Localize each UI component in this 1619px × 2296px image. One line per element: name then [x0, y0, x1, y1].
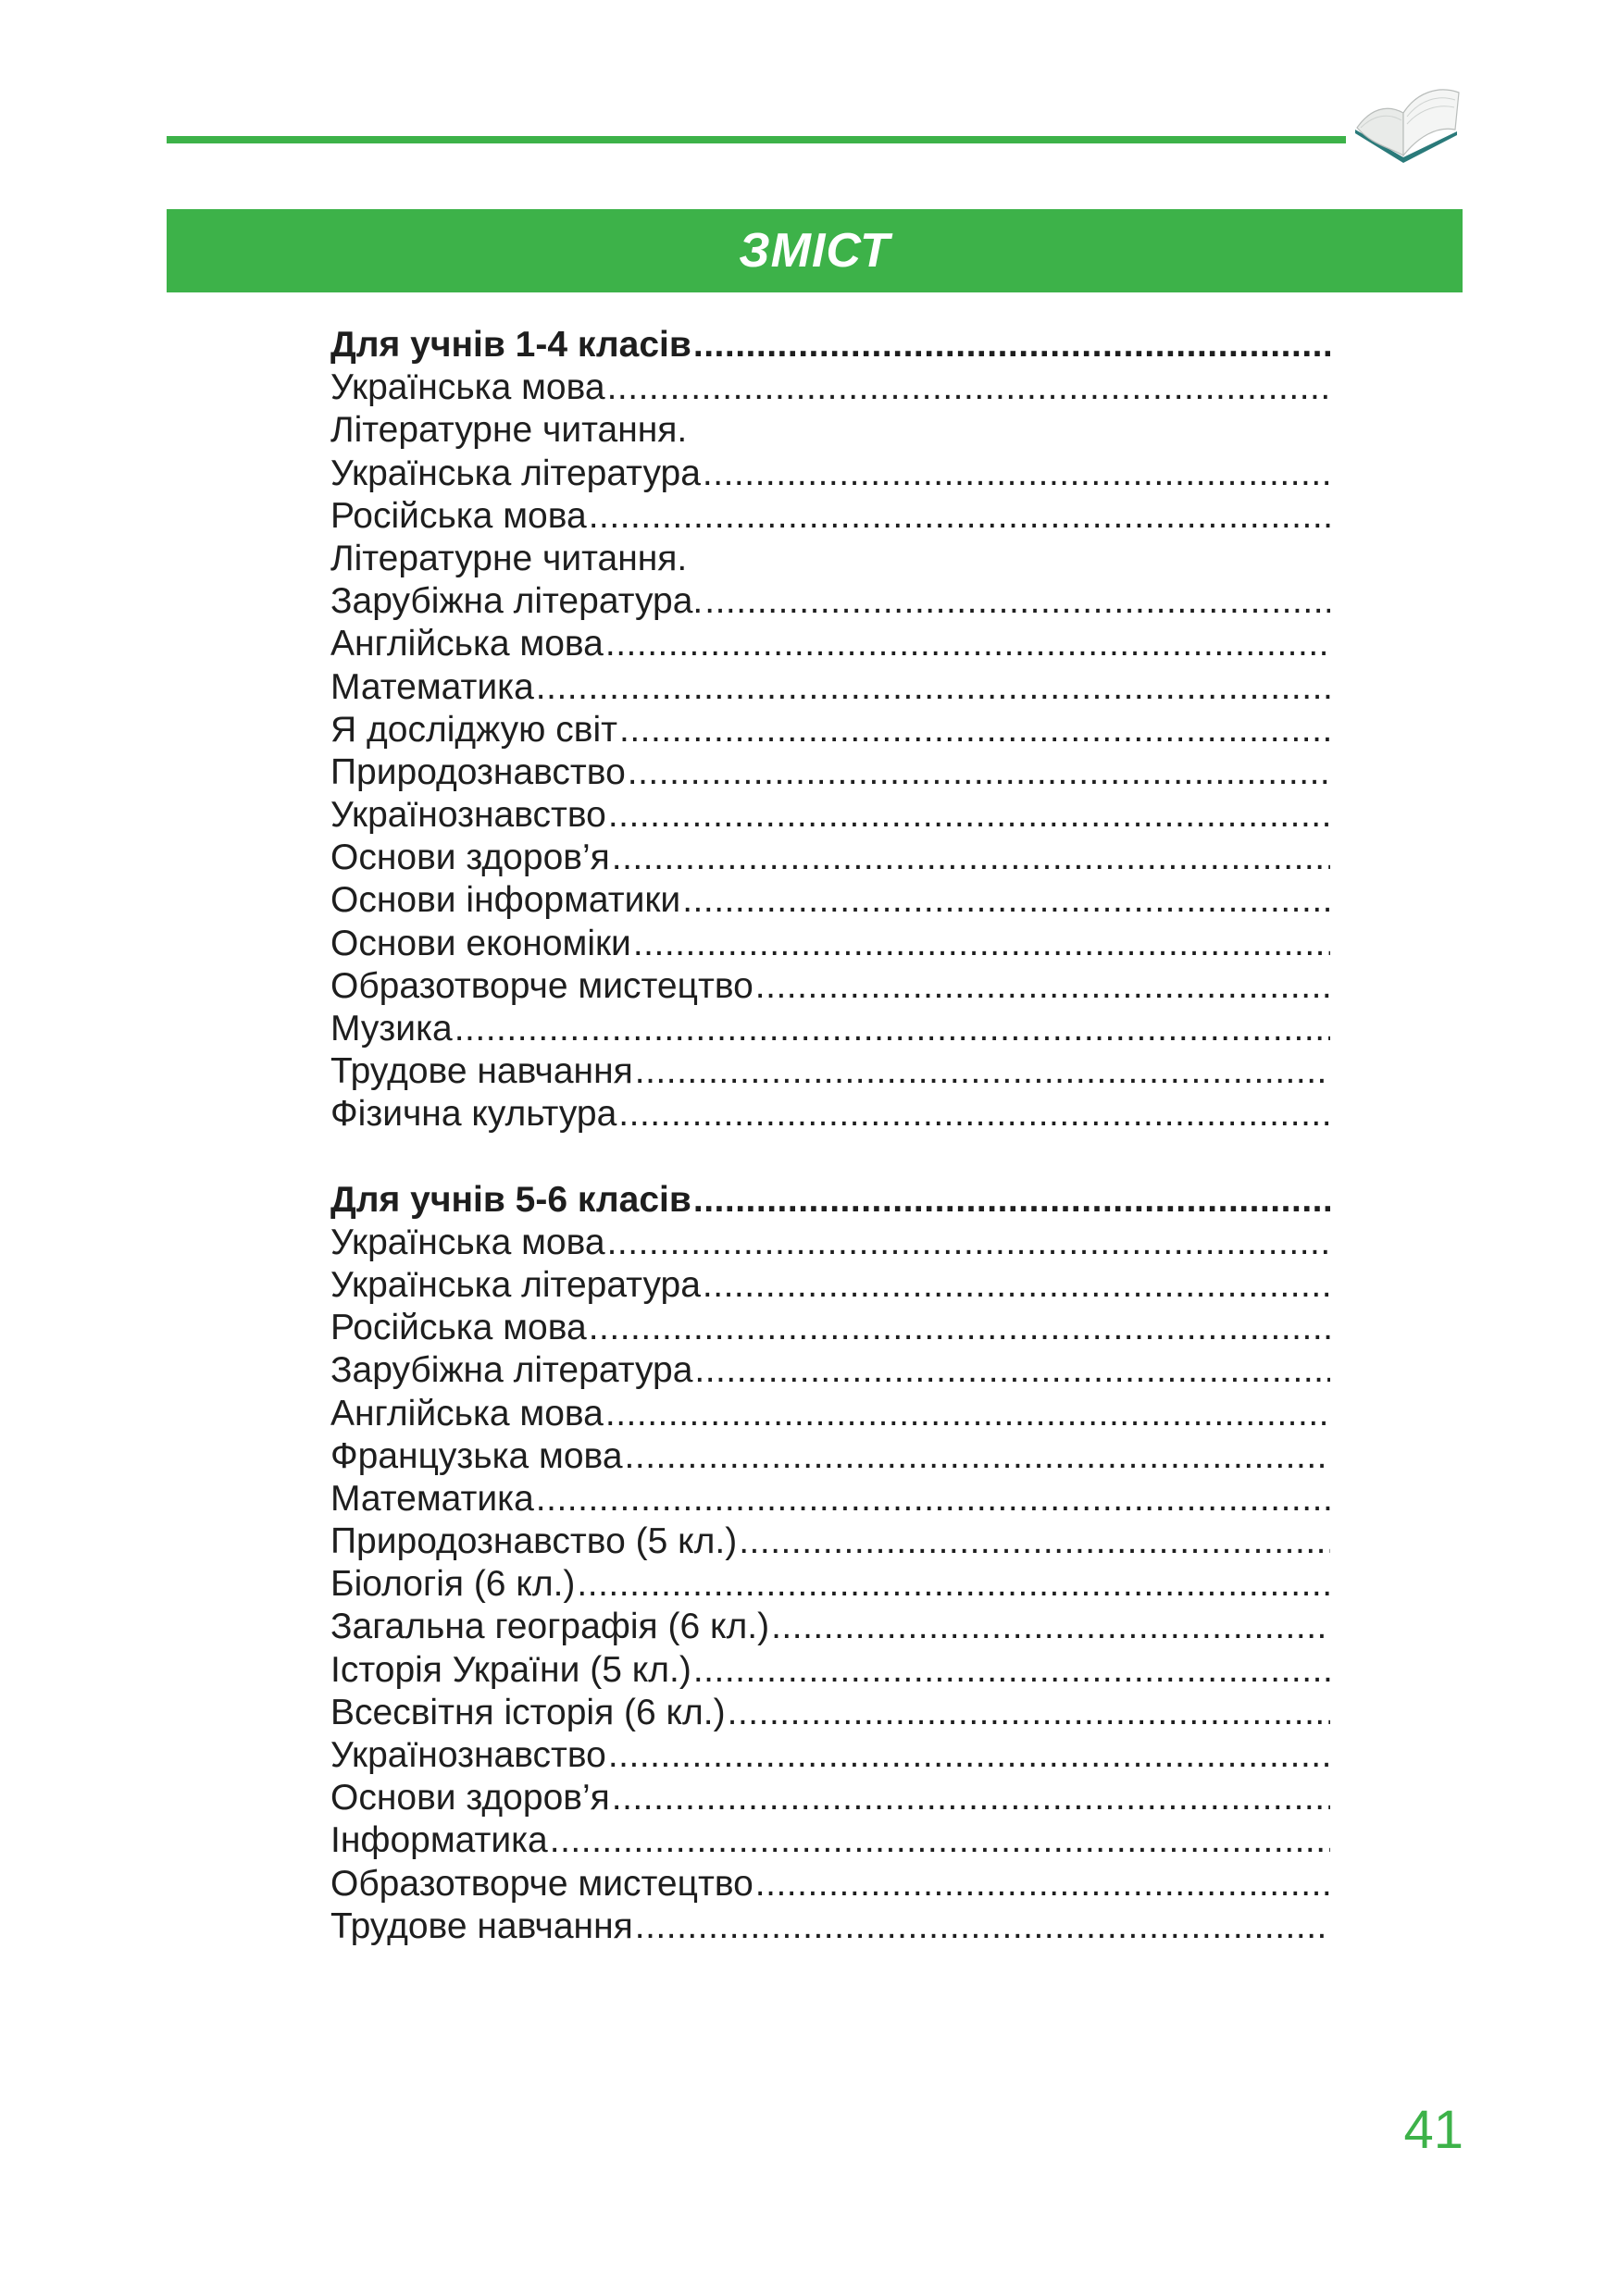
toc-entry[interactable] [330, 879, 1330, 922]
toc-entry-label: Англійська мова [330, 624, 604, 664]
toc-entry-label: Математика [330, 666, 534, 707]
toc-entry[interactable] [330, 794, 1330, 837]
dot-leader [635, 1050, 1330, 1093]
dot-leader [703, 453, 1330, 495]
toc-entry[interactable] [330, 409, 1330, 452]
dot-leader [694, 1349, 1330, 1392]
toc-entry[interactable] [330, 1649, 1330, 1692]
toc-entry-label: Трудове навчання [330, 1905, 633, 1946]
dot-leader [728, 1692, 1330, 1734]
toc-entry[interactable] [330, 1093, 1330, 1136]
toc-entry[interactable] [330, 1606, 1330, 1648]
dot-leader [618, 1093, 1330, 1136]
toc-entry[interactable] [330, 538, 1330, 580]
dot-leader [455, 1008, 1330, 1050]
dot-leader [536, 1478, 1330, 1520]
page-number: 41 [1403, 2100, 1463, 2160]
dot-leader [771, 1606, 1330, 1648]
dot-leader [577, 1563, 1330, 1606]
toc-section-heading[interactable] [330, 324, 1330, 366]
toc-entry[interactable] [330, 1819, 1330, 1862]
dot-leader [693, 1649, 1330, 1692]
toc-entry[interactable] [330, 1008, 1330, 1050]
toc-entry-label: Російська мова [330, 1308, 587, 1348]
dot-leader [693, 1179, 1330, 1222]
toc-entry-label: Українська мова [330, 1222, 605, 1262]
toc-entry-label: Французька мова [330, 1435, 623, 1476]
header-rule [167, 136, 1346, 143]
toc-entry-label: Інформатика [330, 1820, 548, 1861]
dot-leader [635, 1905, 1330, 1948]
dot-leader [755, 965, 1330, 1008]
toc-entry-label: Основи здоров’я [330, 1778, 610, 1818]
toc-entry[interactable] [330, 1863, 1330, 1905]
toc-entry-label: Природознавство (5 кл.) [330, 1521, 738, 1562]
toc-entry[interactable] [330, 965, 1330, 1008]
toc-entry[interactable] [330, 1222, 1330, 1264]
toc-entry-label: Літературне читання. [330, 410, 688, 451]
toc-heading-label: Для учнів 1-4 класів [330, 325, 691, 365]
toc-entry[interactable] [330, 1349, 1330, 1392]
toc-entry-label: Математика [330, 1478, 534, 1519]
toc-entry-label: Українська мова [330, 367, 605, 408]
dot-leader [589, 495, 1330, 538]
toc-entry[interactable] [330, 709, 1330, 751]
toc-entry-label: Природознавство [330, 751, 626, 792]
toc-section [330, 324, 1330, 1136]
open-book-icon [1350, 76, 1463, 168]
toc-entry-label: Історія України (5 кл.) [330, 1649, 691, 1690]
dot-leader [704, 580, 1330, 623]
dot-leader [633, 923, 1330, 965]
toc-entry[interactable] [330, 453, 1330, 495]
dot-leader [536, 666, 1330, 709]
toc-entry[interactable] [330, 1563, 1330, 1606]
page-title: ЗМІСТ [739, 224, 890, 278]
toc-entry-label: Літературне читання. [330, 538, 688, 578]
toc-entry[interactable] [330, 1307, 1330, 1349]
dot-leader [612, 1777, 1330, 1819]
dot-leader [755, 1863, 1330, 1905]
dot-leader [619, 709, 1330, 751]
dot-leader [605, 1393, 1330, 1435]
toc-entry-label: Музика [330, 1009, 453, 1049]
dot-leader [608, 794, 1330, 837]
toc-entry[interactable] [330, 1520, 1330, 1563]
toc-entry[interactable] [330, 1264, 1330, 1307]
dot-leader [682, 879, 1330, 922]
toc-entry-label: Українознавство [330, 795, 606, 836]
toc-entry-label: Образотворче мистецтво [330, 965, 753, 1006]
toc-entry[interactable] [330, 366, 1330, 409]
dot-leader [628, 751, 1330, 794]
title-banner [167, 209, 1463, 292]
dot-leader [612, 837, 1330, 879]
toc-entry-label: Українська література [330, 1264, 701, 1305]
toc-entry-label: Образотворче мистецтво [330, 1863, 753, 1904]
toc-section [330, 1179, 1330, 1948]
dot-leader [703, 1264, 1330, 1307]
toc-entry[interactable] [330, 751, 1330, 794]
toc-entry[interactable] [330, 666, 1330, 709]
toc-entry[interactable] [330, 1734, 1330, 1777]
toc-entry-label: Англійська мова [330, 1393, 604, 1433]
dot-leader [625, 1435, 1330, 1478]
toc-entry-label: Зарубіжна література [330, 1350, 693, 1391]
toc-entry[interactable] [330, 1692, 1330, 1734]
toc-entry[interactable] [330, 837, 1330, 879]
toc-entry[interactable] [330, 495, 1330, 538]
toc-entry-label: Трудове навчання [330, 1051, 633, 1092]
toc-entry[interactable] [330, 1393, 1330, 1435]
dot-leader [693, 324, 1330, 366]
toc-heading-label: Для учнів 5-6 класів [330, 1179, 691, 1220]
toc-entry-label: Фізична культура [330, 1094, 617, 1135]
toc-entry-label: Біологія (6 кл.) [330, 1564, 576, 1605]
toc-entry[interactable] [330, 1478, 1330, 1520]
toc-entry-label: Українська література [330, 453, 701, 493]
dot-leader [550, 1819, 1330, 1862]
toc-entry-label: Всесвітня історія (6 кл.) [330, 1692, 726, 1732]
dot-leader [605, 623, 1330, 665]
toc-entry[interactable] [330, 1777, 1330, 1819]
toc-entry[interactable] [330, 1050, 1330, 1093]
toc-entry[interactable] [330, 580, 1330, 623]
dot-leader [608, 1734, 1330, 1777]
toc-entry-label: Основи здоров’я [330, 838, 610, 878]
toc-entry-label: Я досліджую світ [330, 709, 617, 750]
toc-entry-label: Загальна географія (6 кл.) [330, 1607, 770, 1647]
toc-entry-label: Основи інформатики [330, 880, 681, 921]
toc-entry-label: Зарубіжна література. [330, 581, 704, 622]
toc-entry[interactable] [330, 623, 1330, 665]
dot-leader [607, 1222, 1330, 1264]
toc-entry-label: Українознавство [330, 1735, 606, 1775]
toc-entry-label: Основи економіки [330, 923, 631, 963]
toc-entry-label: Російська мова [330, 495, 587, 536]
toc-entry[interactable] [330, 923, 1330, 965]
toc-entry[interactable] [330, 1435, 1330, 1478]
dot-leader [589, 1307, 1330, 1349]
toc-entry[interactable] [330, 1905, 1330, 1948]
toc-section-heading[interactable] [330, 1179, 1330, 1222]
dot-leader [607, 366, 1330, 409]
table-of-contents [330, 324, 1330, 1948]
dot-leader [739, 1520, 1330, 1563]
